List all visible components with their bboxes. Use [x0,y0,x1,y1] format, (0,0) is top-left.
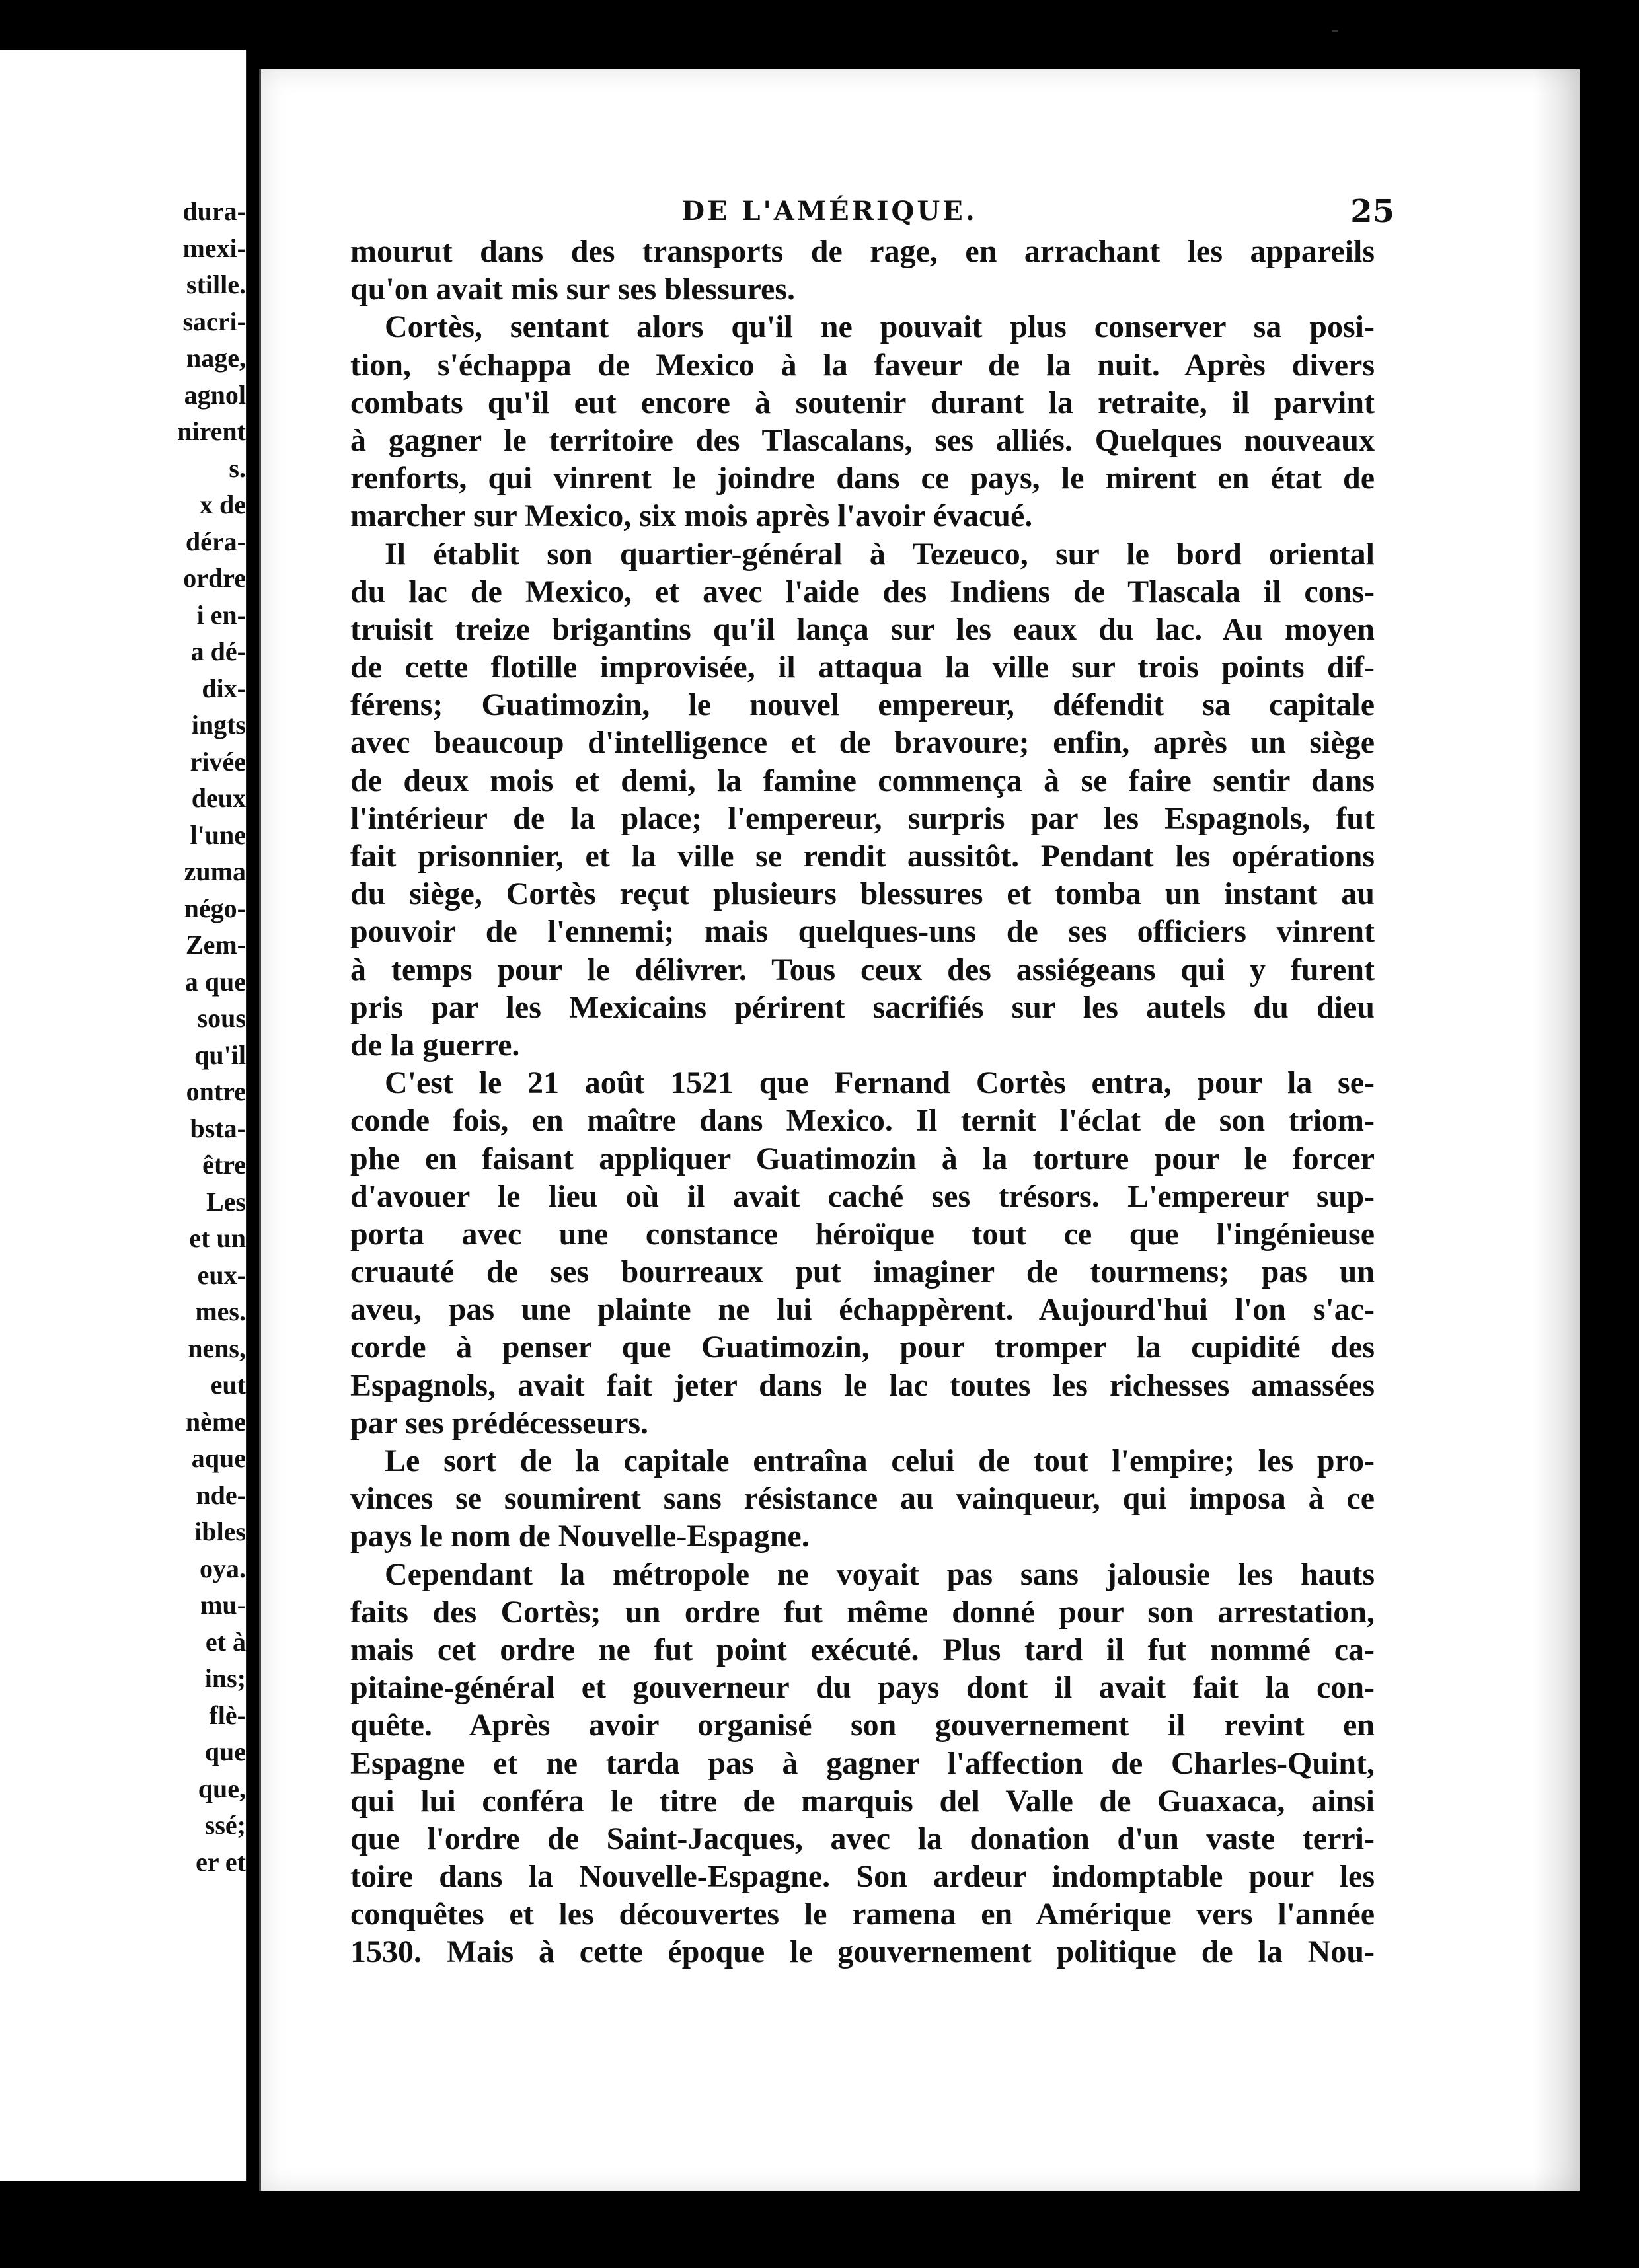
text-line: l'intérieur de la place; l'empereur, surpris par les Espagnols, fut [350,800,1375,836]
facing-page-line: et un [189,1223,246,1253]
text-line: à temps pour le délivrer. Tous ceux des assiégeans qui y furent [350,952,1375,987]
text-line: Il établit son quartier-général à Tezeuco, sur le bord oriental [385,536,1375,572]
facing-page-line: ibles [194,1517,246,1546]
facing-page-line: ingts [191,710,246,739]
facing-page-line: a dé- [190,636,246,666]
facing-page-line: mu- [200,1590,246,1620]
text-line: truisit treize brigantins qu'il lança sur les eaux du lac. Au moyen [350,611,1375,647]
text-line: combats qu'il eut encore à soutenir durant la retraite, il parvint [350,385,1375,420]
facing-page-line: ordre [183,563,246,593]
text-line: mais cet ordre ne fut point exécuté. Plus tard il fut nommé ca- [350,1632,1375,1667]
text-line: mourut dans des transports de rage, en arrachant les appareils [350,234,1375,269]
page-header [344,193,1394,235]
facing-page-line: flè- [209,1700,246,1730]
facing-page-line: que, [198,1773,246,1803]
facing-page-line: Les [206,1186,246,1217]
facing-page-line: dix- [202,673,246,703]
text-line: du lac de Mexico, et avec l'aide des Indiens de Tlascala il cons- [350,574,1375,609]
text-line: pris par les Mexicains périrent sacrifiés sur les autels du dieu [350,989,1375,1025]
facing-page-line: stille. [186,270,246,299]
text-line: que l'ordre de Saint-Jacques, avec la donation d'un vaste terri- [350,1821,1375,1856]
facing-page-line: s. [229,453,246,483]
facing-page-text [8,193,246,1880]
text-line: cruauté de ses bourreaux put imaginer de tourmens; pas un [350,1254,1375,1290]
facing-page-line: nde- [196,1480,246,1510]
text-line: porta avec une constance héroïque tout ce que l'ingénieuse [350,1216,1375,1252]
facing-page-line: er et [196,1846,246,1877]
text-line: phe en faisant appliquer Guatimozin à la torture pour le forcer [350,1141,1375,1176]
text-line: vinces se soumirent sans résistance au vainqueur, qui imposa à ce [350,1481,1375,1517]
text-line: férens; Guatimozin, le nouvel empereur, défendit sa capitale [350,687,1375,723]
facing-page-line: que [204,1737,246,1766]
facing-page-line: aque [191,1443,246,1473]
facing-page-line: qu'il [194,1040,246,1070]
facing-page-line: bsta- [190,1113,246,1143]
text-line: qui lui conféra le titre de marquis del Valle de Guaxaca, ainsi [350,1783,1375,1819]
running-title: DE L'AMÉRIQUE. [681,196,977,227]
facing-page-line: rivée [190,746,246,776]
facing-page-line: être [202,1150,246,1180]
facing-page-line: nirent [177,416,246,446]
text-line: Espagne et ne tarda pas à gagner l'affection de Charles-Quint, [350,1745,1375,1781]
ink-speck [1332,30,1338,32]
text-line: Espagnols, avait fait jeter dans le lac toutes les richesses amassées [350,1367,1375,1403]
facing-page-line: négo- [184,893,246,923]
body-text [350,233,1375,1971]
text-line: à gagner le territoire des Tlascalans, ses alliés. Quelques nouveaux [350,422,1375,458]
text-line: toire dans la Nouvelle-Espagne. Son ardeur indomptable pour les [350,1859,1375,1895]
text-line: aveu, pas une plainte ne lui échappèrent. Aujourd'hui l'on s'ac- [350,1292,1375,1328]
text-line: C'est le 21 août 1521 que Fernand Cortès entra, pour la se- [385,1065,1375,1101]
text-line: pitaine-général et gouverneur du pays dont il avait fait la con- [350,1670,1375,1706]
facing-page-line: eux- [197,1260,246,1290]
text-line: de cette flotille improvisée, il attaqua la ville sur trois points dif- [350,650,1375,685]
facing-page-line: i en- [196,599,246,630]
facing-page-line: Zem- [185,930,246,960]
facing-page-line: nens, [188,1333,246,1363]
text-line: du siège, Cortès reçut plusieurs blessures et tomba un instant au [350,876,1375,912]
facing-page-line: déra- [185,526,246,556]
text-line: pays le nom de Nouvelle-Espagne. [350,1519,810,1554]
facing-page-line: ontre [186,1077,246,1106]
text-line: renforts, qui vinrent le joindre dans ce pays, le mirent en état de [350,461,1375,496]
facing-page-line: sous [197,1003,246,1033]
text-line: d'avouer le lieu où il avait caché ses trésors. L'empereur sup- [350,1178,1375,1214]
text-line: par ses prédécesseurs. [350,1405,649,1441]
text-line: de deux mois et demi, la famine commença à se faire sentir dans [350,763,1375,798]
text-line: pouvoir de l'ennemi; mais quelques-uns de ses officiers vinrent [350,914,1375,950]
facing-page-line: zuma [184,856,246,886]
facing-page-line: mexi- [182,233,246,263]
facing-page-line: nage, [186,343,246,373]
facing-page-line: agnol [184,379,246,410]
text-line: 1530. Mais à cette époque le gouvernement politique de la Nou- [350,1934,1375,1970]
text-line: marcher sur Mexico, six mois après l'avoir évacué. [350,498,1033,534]
text-line: de la guerre. [350,1027,520,1063]
page-number: 25 [1350,193,1394,230]
text-line: faits des Cortès; un ordre fut même donné pour son arrestation, [350,1594,1375,1630]
text-line: corde à penser que Guatimozin, pour tromper la cupidité des [350,1330,1375,1365]
facing-page-line: dura- [182,196,246,226]
facing-page-line: et à [205,1626,246,1657]
text-line: conde fois, en maître dans Mexico. Il ternit l'éclat de son triom- [350,1103,1375,1139]
facing-page-line: ins; [204,1663,246,1693]
text-line: Cependant la métropole ne voyait pas sans jalousie les hauts [385,1556,1375,1592]
facing-page-line: oya. [200,1553,246,1583]
text-line: fait prisonnier, et la ville se rendit aussitôt. Pendant les opérations [350,839,1375,874]
facing-page-fragment [0,50,247,2181]
facing-page-line: x de [200,490,246,519]
facing-page-line: eut [210,1370,246,1400]
text-line: tion, s'échappa de Mexico à la faveur de la nuit. Après divers [350,347,1375,383]
text-line: Cortès, sentant alors qu'il ne pouvait plus conserver sa posi- [385,309,1375,345]
facing-page-line: deux [191,783,246,813]
facing-page-line: l'une [190,819,246,850]
facing-page-line: a que [184,966,246,997]
facing-page-line: sacri- [182,306,246,336]
facing-page-line: nème [185,1406,246,1437]
facing-page-line: mes. [195,1297,246,1326]
text-line: quête. Après avoir organisé son gouvernement il revint en [350,1708,1375,1743]
facing-page-line: ssé; [204,1810,246,1840]
text-line: qu'on avait mis sur ses blessures. [350,272,796,307]
text-line: avec beaucoup d'intelligence et de bravoure; enfin, après un siège [350,725,1375,761]
text-line: conquêtes et les découvertes le ramena en Amérique vers l'année [350,1897,1375,1932]
text-line: Le sort de la capitale entraîna celui de tout l'empire; les pro- [385,1443,1375,1478]
